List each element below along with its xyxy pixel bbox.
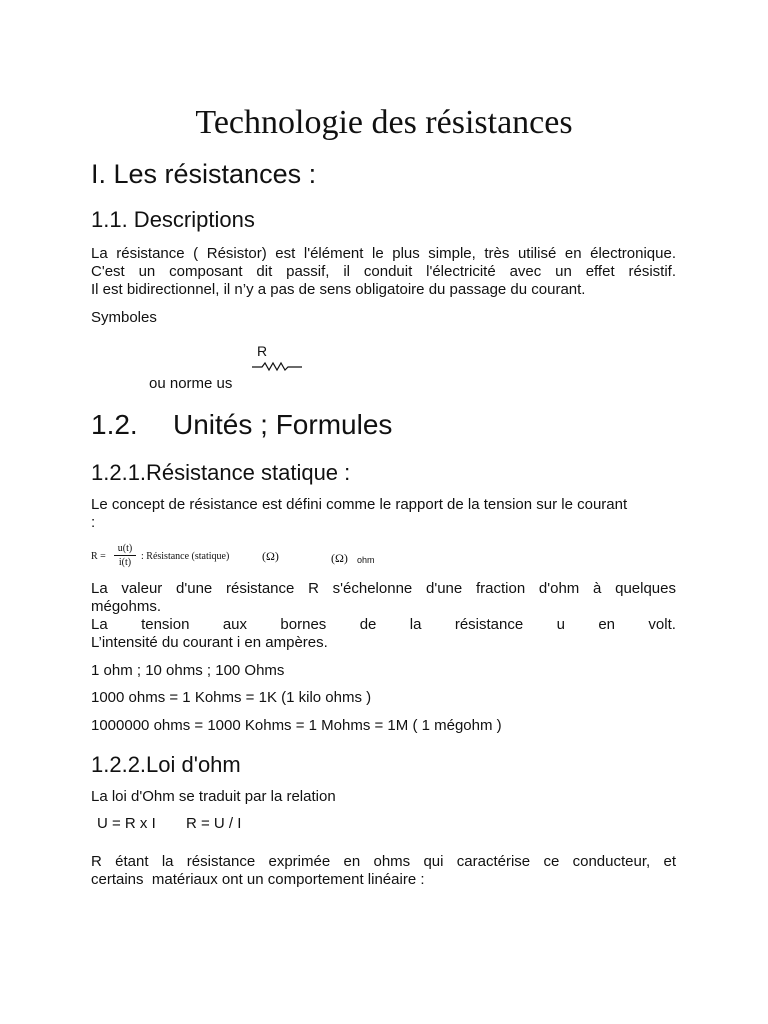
document-title: Technologie des résistances bbox=[195, 104, 573, 141]
formula-fraction bbox=[114, 543, 136, 569]
loi-ohm-intro: La loi d'Ohm se traduit par la relation bbox=[91, 788, 336, 805]
word: volt. bbox=[648, 616, 676, 633]
paragraph-line: R étant la résistance exprimée en ohms qui caractérise ce conducteur, et bbox=[91, 853, 676, 870]
paragraph-line: mégohms. bbox=[91, 598, 162, 615]
subsection-heading-unites-formules: Unités ; Formules bbox=[173, 409, 393, 440]
paragraph-line: Il est bidirectionnel, il n’y a pas de sens obligatoire du passage du courant. bbox=[91, 281, 586, 298]
formula-lhs: R = bbox=[91, 551, 106, 562]
tension-line bbox=[91, 616, 676, 634]
paragraph-line: Le concept de résistance est défini comme le rapport de la tension sur le courant bbox=[91, 496, 628, 513]
paragraph-line: certains matériaux ont un comportement linéaire : bbox=[91, 871, 425, 888]
word: La bbox=[91, 616, 108, 633]
ohm-formula-1: U = R x I bbox=[97, 815, 156, 832]
loi-ohm-paragraph bbox=[91, 853, 676, 889]
section-heading-les-resistances: I. Les résistances : bbox=[91, 159, 317, 189]
ohm-line-2: 1000 ohms = 1 Kohms = 1K (1 kilo ohms ) bbox=[91, 689, 372, 706]
formula-denominator: i(t) bbox=[118, 557, 132, 568]
symboles-label: Symboles bbox=[91, 309, 157, 326]
ohm-line-1: 1 ohm ; 10 ohms ; 100 Ohms bbox=[91, 662, 285, 679]
word: aux bbox=[222, 616, 248, 633]
formula-numerator: u(t) bbox=[114, 543, 136, 556]
concept-paragraph bbox=[91, 496, 676, 532]
resistor-symbol-letter: R bbox=[257, 343, 268, 359]
word: en bbox=[598, 616, 616, 633]
formula-label: : Résistance (statique) bbox=[141, 551, 230, 562]
descriptions-paragraph bbox=[91, 245, 676, 299]
word: u bbox=[556, 616, 565, 633]
subsection-heading-resistance-statique: 1.2.1.Résistance statique : bbox=[91, 460, 351, 485]
word: tension bbox=[141, 616, 190, 633]
subsection-number-1-2: 1.2. bbox=[91, 409, 138, 440]
paragraph-line: La valeur d'une résistance R s'échelonne d'une fraction d'ohm à quelques bbox=[91, 580, 676, 597]
norme-us-label: ou norme us bbox=[149, 375, 233, 392]
ohm-line-3: 1000000 ohms = 1000 Kohms = 1 Mohms = 1M ( 1 mégohm ) bbox=[91, 717, 502, 734]
formula-unit-label: ohm bbox=[357, 555, 375, 565]
resistor-symbol-icon bbox=[252, 360, 304, 372]
formula-unit-2: (Ω) bbox=[331, 551, 348, 565]
paragraph-line: : bbox=[91, 514, 96, 531]
paragraph-line: L’intensité du courant i en ampères. bbox=[91, 634, 328, 651]
subsection-heading-loi-ohm: 1.2.2.Loi d'ohm bbox=[91, 752, 241, 777]
paragraph-line: C'est un composant dit passif, il conduit l'électricité avec un effet résistif. bbox=[91, 263, 676, 280]
subsection-heading-descriptions: 1.1. Descriptions bbox=[91, 207, 255, 232]
paragraph-line: La résistance ( Résistor) est l'élément le plus simple, très utilisé en électronique. bbox=[91, 245, 676, 262]
ohm-formula-2: R = U / I bbox=[186, 815, 242, 832]
word: de bbox=[359, 616, 377, 633]
word: la bbox=[409, 616, 422, 633]
value-paragraph bbox=[91, 580, 676, 652]
word: résistance bbox=[454, 616, 524, 633]
formula-unit: (Ω) bbox=[262, 549, 279, 563]
word: bornes bbox=[280, 616, 327, 633]
